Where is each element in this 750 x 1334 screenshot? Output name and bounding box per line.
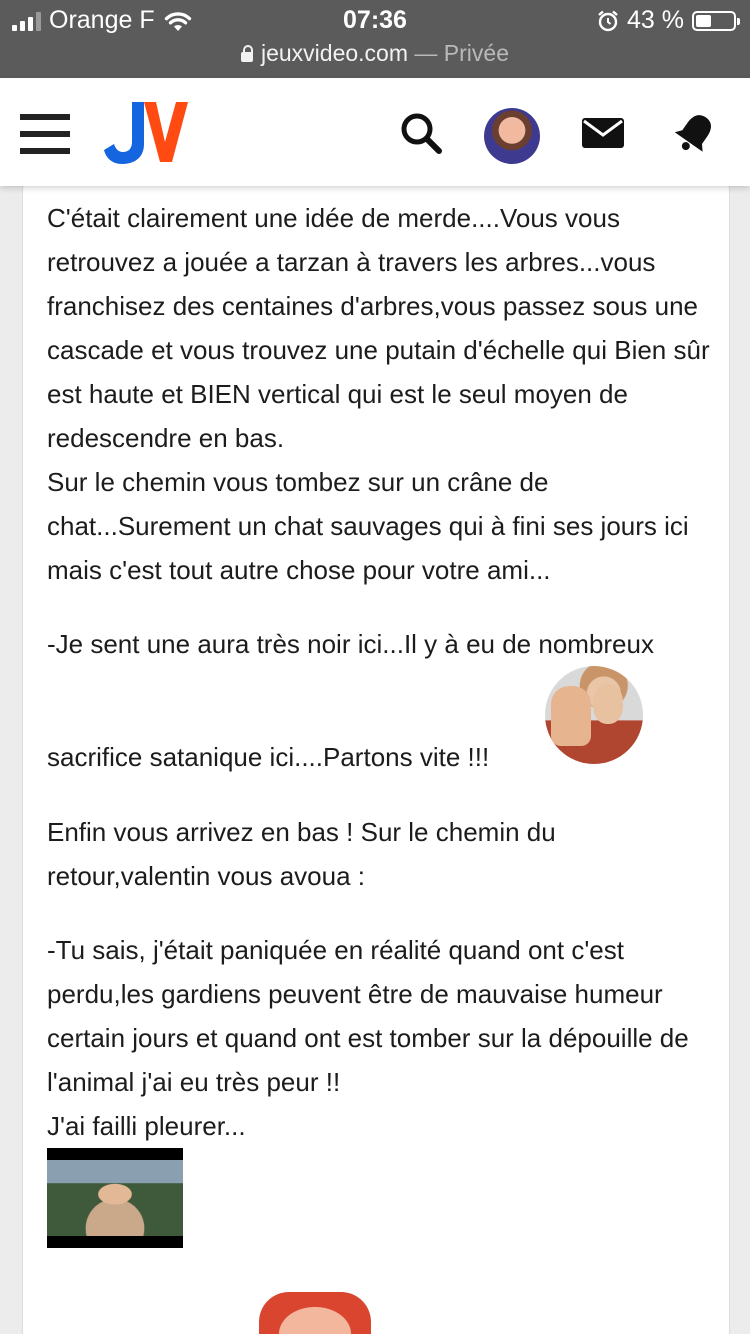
battery-fill bbox=[696, 15, 711, 27]
alarm-icon bbox=[597, 10, 619, 32]
clock: 07:36 bbox=[343, 6, 407, 34]
private-label: — Privée bbox=[414, 40, 509, 66]
sticker-man-outdoor bbox=[47, 1148, 183, 1248]
status-right bbox=[597, 6, 736, 35]
jv-logo[interactable] bbox=[104, 100, 188, 166]
battery-icon bbox=[692, 11, 736, 31]
lock-icon bbox=[241, 52, 253, 62]
notification-bell-icon[interactable] bbox=[670, 108, 720, 158]
sticker-hand-stop bbox=[545, 666, 643, 764]
carrier-name: Orange F bbox=[49, 6, 155, 34]
post-paragraph-2: -Je sent une aura très noir ici...Il y à eu de nombreux bbox=[47, 629, 654, 659]
post-paragraph-4: Enfin vous arrivez en bas ! Sur le chemin du retour,valentin vous avoua : bbox=[47, 817, 556, 891]
mail-icon[interactable] bbox=[578, 108, 628, 158]
menu-icon[interactable] bbox=[20, 114, 70, 154]
post-paragraph-3: sacrifice satanique ici....Partons vite !!! bbox=[47, 742, 490, 772]
post-paragraph-5: -Tu sais, j'était paniquée en réalité quand ont c'est perdu,les gardiens peuvent être de mauvaise humeur certain jours et quand ont est tomber sur la dépouille de l'animal j'ai eu très peur !! J'ai failli pleurer... bbox=[47, 935, 689, 1141]
battery-percentage: 43 % bbox=[627, 6, 684, 34]
site-header bbox=[0, 78, 750, 186]
user-avatar[interactable] bbox=[484, 108, 540, 164]
forum-post bbox=[22, 186, 730, 1334]
url-text[interactable]: jeuxvideo.com bbox=[260, 40, 409, 66]
search-icon[interactable] bbox=[396, 108, 446, 158]
sticker-partial bbox=[259, 1292, 371, 1334]
status-bar bbox=[0, 0, 750, 78]
post-paragraph-1: C'était clairement une idée de merde....Vous vous retrouvez a jouée a tarzan à travers les arbres...vous franchisez des centaines d'arbres,vous passez sous une cascade et vous trouvez une putain d'échelle qui Bien sûr est haute et BIEN vertical qui est le seul moyen de redescendre en bas. Sur le chemin vous tombez sur un crâne de chat...Surement un chat sauvages qui à fini ses jours ici mais c'est tout autre chose pour votre ami... bbox=[47, 203, 710, 585]
url-bar[interactable] bbox=[0, 40, 750, 67]
